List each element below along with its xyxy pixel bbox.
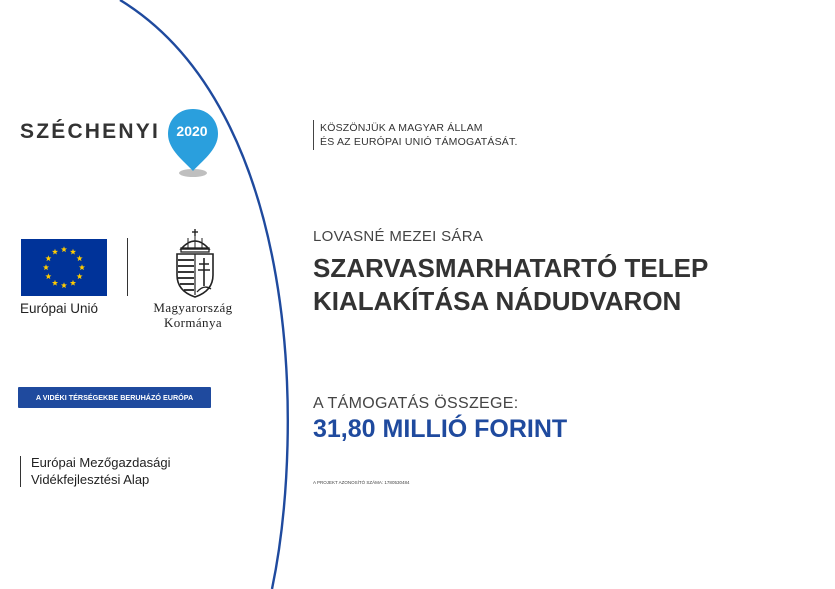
- thanks-line2: ÉS AZ EURÓPAI UNIÓ TÁMOGATÁSÁT.: [320, 136, 518, 148]
- fund-divider: [20, 456, 21, 487]
- support-amount-value: 31,80 MILLIÓ FORINT: [313, 415, 568, 443]
- szechenyi-year: 2020: [176, 123, 208, 139]
- fund-name-line1: Európai Mezőgazdasági: [31, 455, 171, 470]
- project-title-line2: KIALAKÍTÁSA NÁDUDVARON: [313, 286, 682, 316]
- szechenyi-pin-icon: [163, 107, 223, 181]
- government-line1: Magyarország: [153, 300, 233, 315]
- szechenyi-logo-text: SZÉCHENYI: [20, 120, 160, 143]
- hungarian-coat-of-arms-icon: [173, 229, 217, 299]
- thanks-divider: [313, 120, 314, 150]
- project-id: A PROJEKT AZONOSÍTÓ SZÁMA: 1780530484: [313, 480, 410, 485]
- eu-flag-icon: [21, 239, 107, 296]
- eu-label: Európai Unió: [20, 301, 99, 316]
- project-title-line1: SZARVASMARHATARTÓ TELEP: [313, 253, 709, 283]
- support-amount-label: A TÁMOGATÁS ÖSSZEGE:: [313, 395, 519, 412]
- thanks-line1: KÖSZÖNJÜK A MAGYAR ÁLLAM: [320, 122, 483, 134]
- logo-divider: [127, 238, 128, 296]
- rural-europe-badge: A VIDÉKI TÉRSÉGEKBE BERUHÁZÓ EURÓPA: [18, 387, 211, 408]
- government-line2: Kormánya: [163, 315, 223, 330]
- beneficiary-name: LOVASNÉ MEZEI SÁRA: [313, 228, 484, 245]
- fund-name-line2: Vidékfejlesztési Alap: [31, 472, 150, 487]
